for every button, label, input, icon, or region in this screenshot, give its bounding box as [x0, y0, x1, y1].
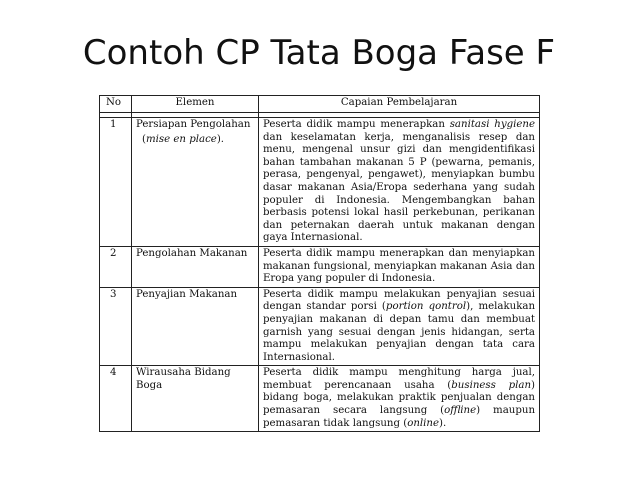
elemen-label: Persiapan Pengolahan — [136, 119, 251, 130]
row-elemen: Pengolahan Makanan — [132, 246, 259, 287]
header-no: No — [100, 96, 132, 113]
table-row — [100, 366, 540, 432]
table-row — [100, 118, 540, 247]
capaian-pembelajaran-table — [99, 95, 540, 432]
row-capaian: Peserta didik mampu menerapkan dan menyiapkan makanan fungsional, menyiapkan makanan Asia dan Eropa yang populer di Indonesia. — [259, 246, 540, 287]
row-capaian: Peserta didik mampu melakukan penyajian sesuai dengan standar porsi (portion qontrol), melakukan penyajian makanan di depan tamu dan membuat garnish yang sesuai dengan jenis hidangan, serta mampu melakukan penyajian dengan tata cara Internasional. — [259, 287, 540, 366]
table-header-row — [100, 96, 540, 113]
header-capaian: Capaian Pembelajaran — [259, 96, 540, 113]
header-elemen: Elemen — [132, 96, 259, 113]
row-number: 4 — [100, 366, 132, 432]
slide-title: Contoh CP Tata Boga Fase F — [82, 33, 556, 73]
row-number: 2 — [100, 246, 132, 287]
row-number: 3 — [100, 287, 132, 366]
row-elemen — [132, 118, 259, 247]
row-number: 1 — [100, 118, 132, 247]
table-row — [100, 246, 540, 287]
row-elemen: Wirausaha Bidang Boga — [132, 366, 259, 432]
row-capaian: Peserta didik mampu menerapkan sanitasi hygiene dan keselamatan kerja, menganalisis resep dan menu, mengenal unsur gizi dan mengidentifikasi bahan tambahan makanan 5 P (pewarna, pemanis, perasa, pengenyal, pengawet), menyiapkan bumbu dasar makanan Asia/Eropa sederhana yang sudah populer di Indonesia. Mengembangkan bahan berbasis potensi lokal hasil perkebunan, perikanan dan peternakan daerah untuk makanan dengan gaya Internasional. — [259, 118, 540, 247]
row-elemen: Penyajian Makanan — [132, 287, 259, 366]
table-row — [100, 287, 540, 366]
elemen-sublabel: (mise en place). — [142, 133, 225, 145]
row-capaian: Peserta didik mampu menghitung harga jual, membuat perencanaan usaha (business plan) bidang boga, melakukan praktik penjualan dengan pemasaran secara langsung (offline) maupun pemasaran tidak langsung (online). — [259, 366, 540, 432]
